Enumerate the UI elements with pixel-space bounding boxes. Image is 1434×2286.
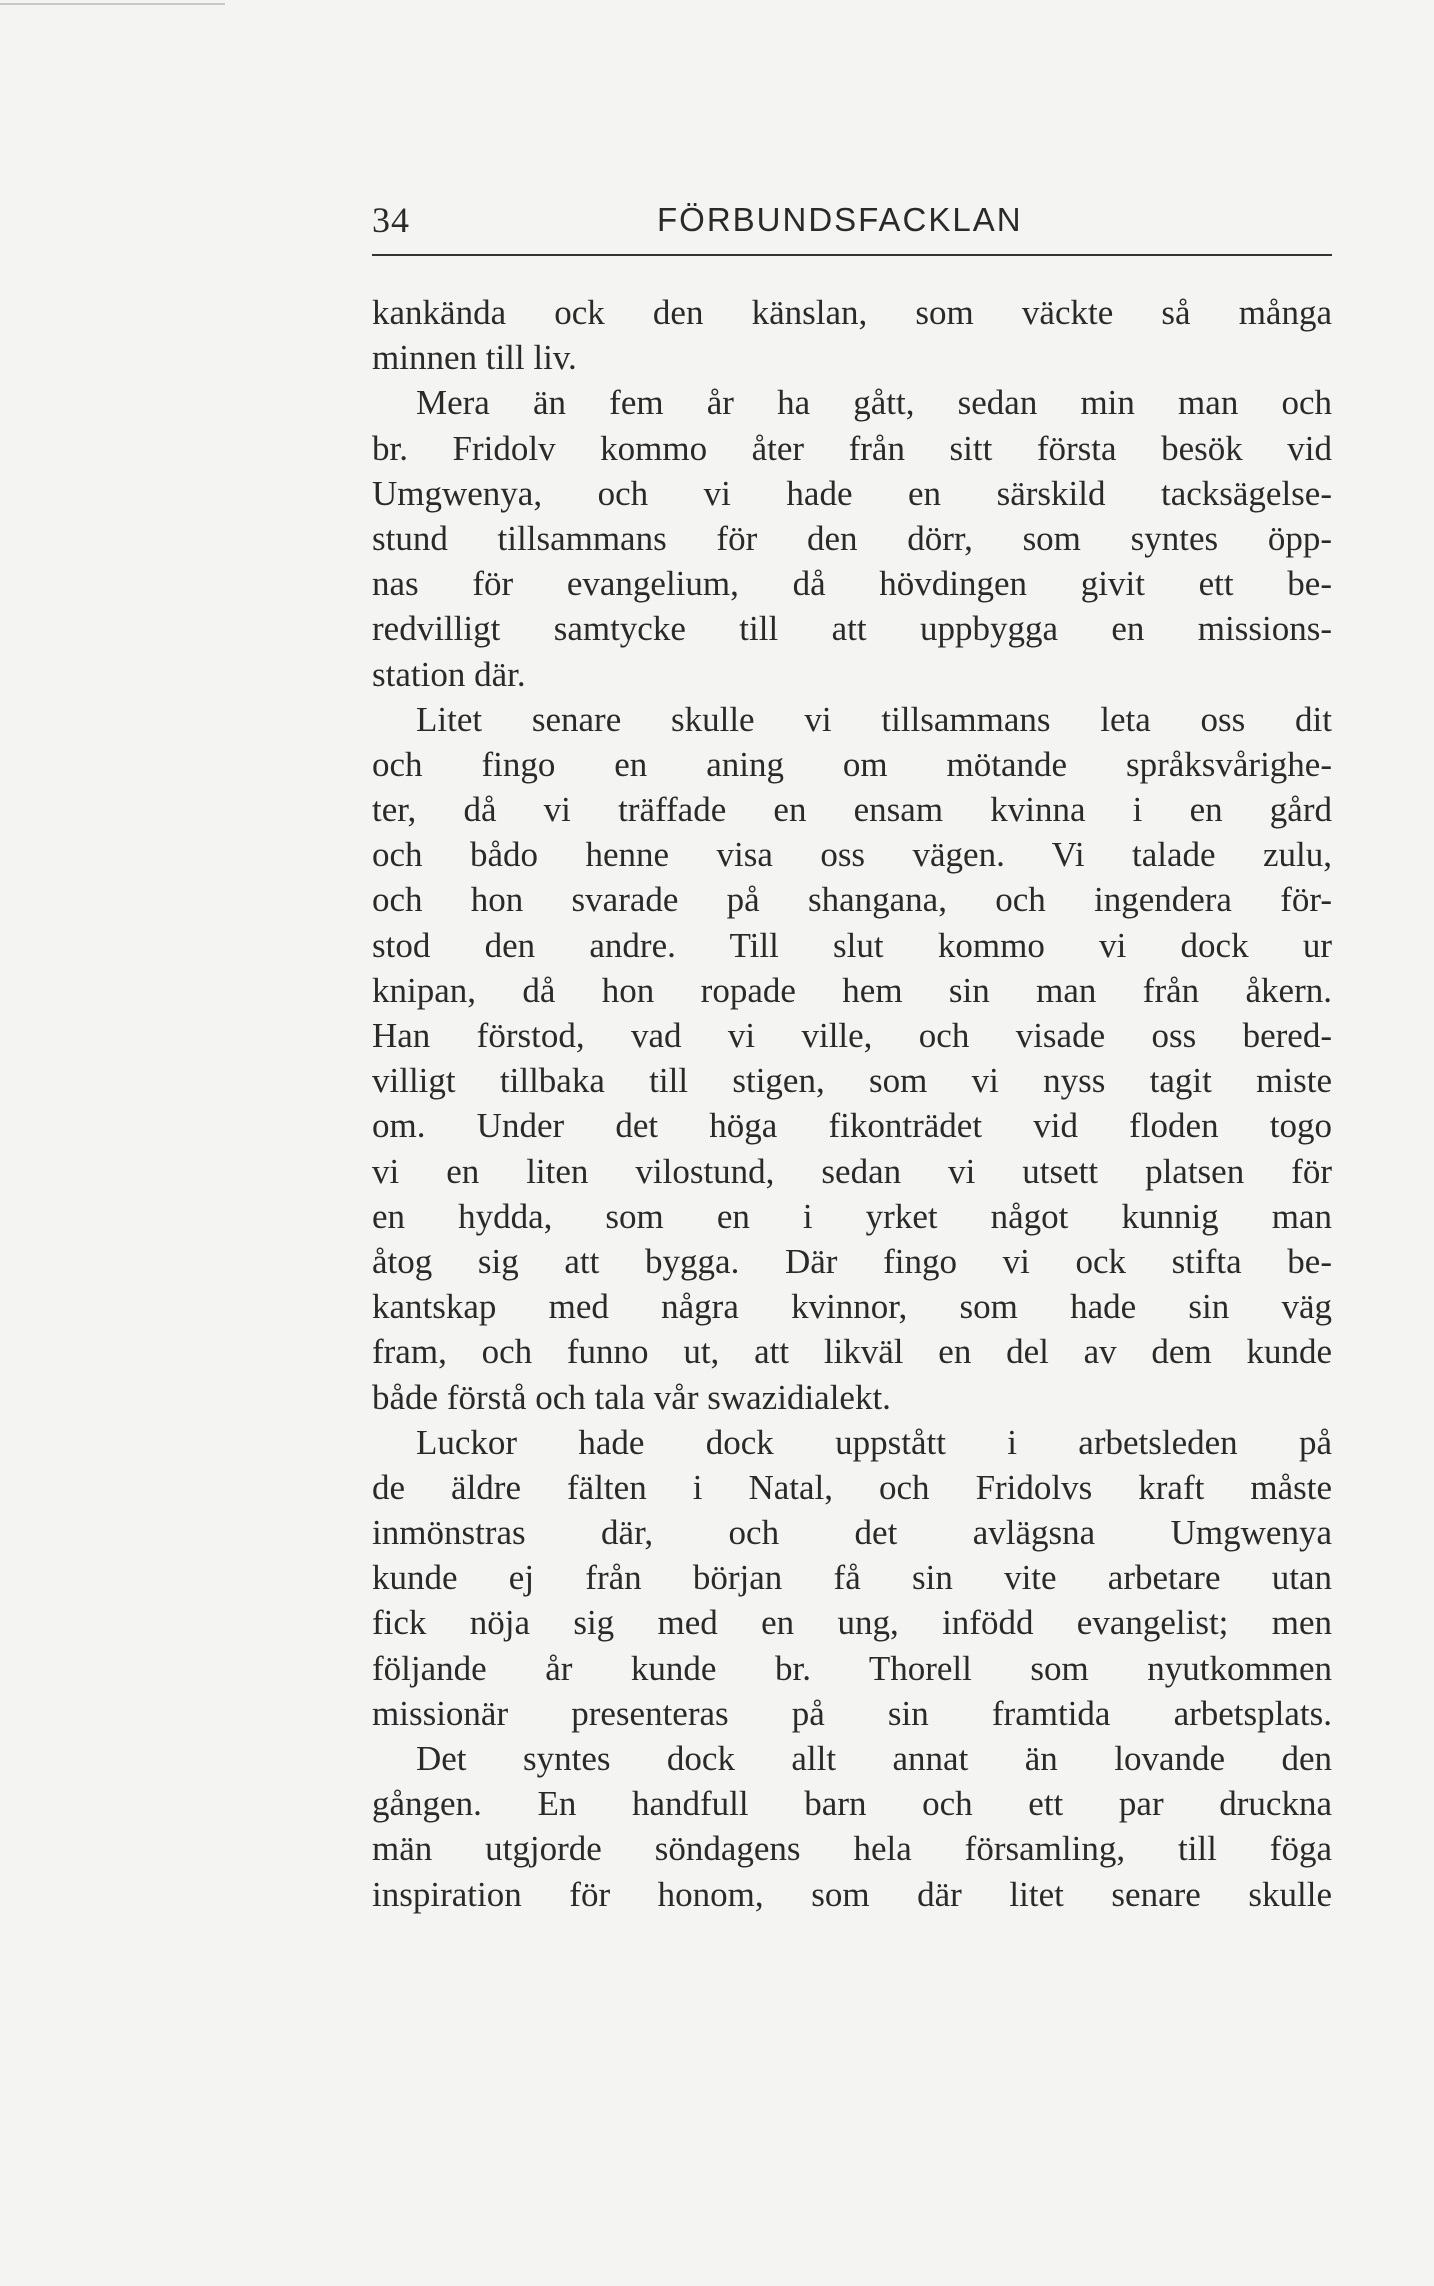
text-line: vi en liten vilostund, sedan vi utsett platsen för [372,1151,1332,1191]
text-line: Luckor hade dock uppstått i arbetsleden på [416,1422,1332,1462]
text-line: stund tillsammans för den dörr, som syntes öpp- [372,518,1332,558]
text-line: Umgwenya, och vi hade en särskild tacksägelse- [372,473,1332,513]
text-line: och hon svarade på shangana, och ingendera för- [372,880,1332,920]
running-title: FÖRBUNDSFACKLAN [657,201,1023,238]
text-line: kankända ock den känslan, som väckte så många [372,293,1332,332]
text-line: ter, då vi träffade en ensam kvinna i en gård [372,790,1332,830]
text-line: åtog sig att bygga. Där fingo vi ock stifta be- [372,1241,1332,1281]
page-header [372,192,1332,248]
text-line: redvilligt samtycke till att uppbygga en missions- [372,609,1332,649]
text-line: Litet senare skulle vi tillsammans leta oss dit [416,699,1332,739]
text-line: stod den andre. Till slut kommo vi dock ur [372,925,1332,965]
text-line: minnen till liv. [372,338,577,378]
text-line: både förstå och tala vår swazidialekt. [372,1377,891,1417]
text-line: villigt tillbaka till stigen, som vi nyss tagit miste [372,1061,1332,1101]
text-line: inspiration för honom, som där litet senare skulle [372,1874,1332,1914]
text-line: en hydda, som en i yrket något kunnig man [372,1196,1332,1236]
text-line: gången. En handfull barn och ett par druckna [372,1784,1332,1824]
page-number: 34 [372,200,410,240]
scan-edge-mark [0,3,225,5]
text-line: de äldre fälten i Natal, och Fridolvs kraft måste [372,1467,1332,1507]
body-text [372,290,1332,1917]
text-line: fick nöja sig med en ung, infödd evangelist; men [372,1603,1332,1643]
text-line: om. Under det höga fikonträdet vid floden togo [372,1106,1332,1146]
text-line: kunde ej från början få sin vite arbetare utan [372,1558,1332,1598]
text-line: följande år kunde br. Thorell som nyutkommen [372,1648,1332,1688]
text-line: fram, och funno ut, att likväl en del av dem kunde [372,1332,1332,1372]
header-rule [372,254,1332,256]
text-line: knipan, då hon ropade hem sin man från åkern. [372,970,1332,1010]
text-line: kantskap med några kvinnor, som hade sin väg [372,1287,1332,1327]
text-line: Mera än fem år ha gått, sedan min man och [416,383,1332,423]
text-line: och bådo henne visa oss vägen. Vi talade zulu, [372,835,1332,875]
text-line: Han förstod, vad vi ville, och visade oss bered- [372,1016,1332,1055]
text-line: Det syntes dock allt annat än lovande den [416,1739,1332,1778]
text-line: inmönstras där, och det avlägsna Umgwenya [372,1513,1332,1553]
text-line: br. Fridolv kommo åter från sitt första besök vid [372,428,1332,468]
text-line: missionär presenteras på sin framtida arbetsplats. [372,1693,1332,1733]
text-line: station där. [372,654,526,694]
text-line: och fingo en aning om mötande språksvårighe- [372,744,1332,784]
text-line: nas för evangelium, då hövdingen givit ett be- [372,564,1332,604]
text-line: män utgjorde söndagens hela församling, till föga [372,1829,1332,1869]
